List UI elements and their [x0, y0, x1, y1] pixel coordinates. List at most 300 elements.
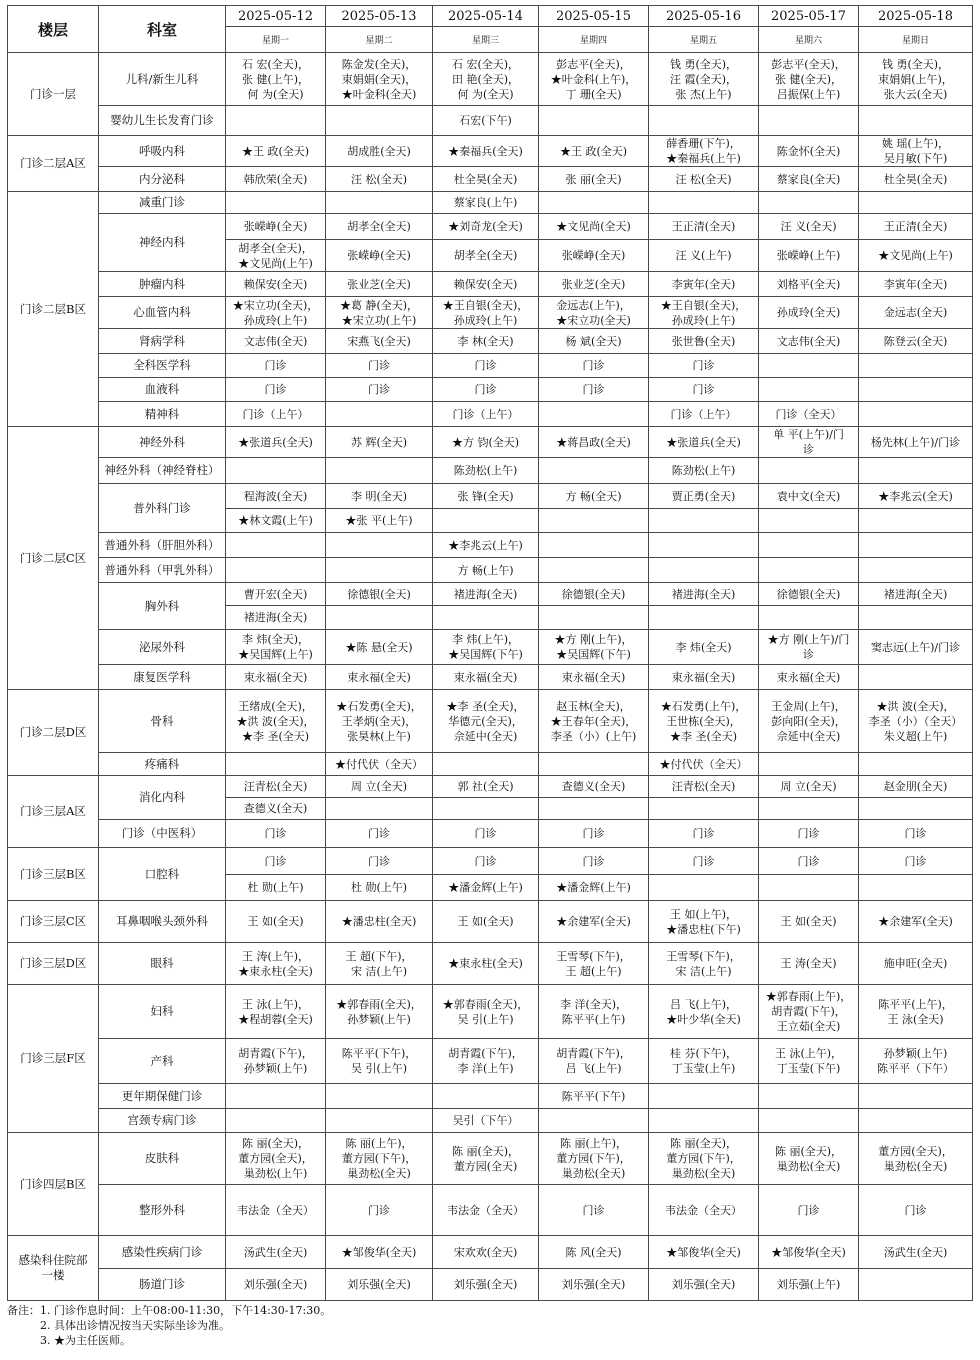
schedule-cell	[326, 484, 433, 509]
schedule-entry: 门诊	[582, 359, 605, 372]
schedule-cell	[759, 1185, 859, 1236]
schedule-row	[8, 776, 973, 798]
department-label: 泌尿外科	[99, 630, 226, 665]
department-label: 精神科	[99, 402, 226, 427]
schedule-entry: 褚进海(全天)	[453, 587, 518, 601]
schedule-entry: 张 健(上午)，	[241, 72, 310, 86]
schedule-cell	[433, 606, 539, 630]
schedule-entry: 束永福(全天)	[347, 670, 411, 684]
schedule-cell	[539, 1133, 649, 1185]
schedule-entry: 李寅年(全天)	[671, 277, 736, 291]
schedule-cell	[539, 583, 649, 606]
weekday-header: 星期一	[226, 27, 326, 53]
schedule-cell	[433, 533, 539, 558]
schedule-entry: 徐德银(全天)	[776, 587, 841, 601]
schedule-entry: 李 林(全天)	[457, 334, 514, 348]
schedule-entry: 李 炜(全天)	[675, 640, 732, 654]
schedule-entry: 张嵘峥(全天)	[347, 249, 411, 262]
schedule-entry: 孙梦颖(上午)	[347, 1012, 411, 1026]
schedule-entry: 周 立(全天)	[780, 780, 837, 793]
schedule-entry: 门诊	[904, 854, 927, 868]
schedule-cell	[859, 985, 973, 1039]
schedule-row	[8, 427, 973, 458]
floor-name: 门诊二层D区	[19, 725, 87, 739]
schedule-entry: 陈 丽(上午)，	[559, 1137, 628, 1150]
schedule-entry: 门诊（全天）	[775, 407, 842, 421]
schedule-entry: 巢劲松(全天)	[671, 1167, 736, 1180]
schedule-entry: ★李 圣(全天)，	[446, 699, 525, 713]
schedule-entry: 吴引（下午）	[452, 1114, 519, 1127]
schedule-entry: 褚进海(全天)	[671, 587, 736, 601]
schedule-cell	[226, 402, 326, 427]
schedule-entry: 钱 勇(全天)，	[669, 57, 738, 71]
schedule-entry: ★秦福兵(上午)	[666, 152, 741, 165]
schedule-entry: 门诊（上午）	[452, 407, 519, 421]
schedule-cell	[226, 192, 326, 214]
schedule-cell	[326, 558, 433, 583]
schedule-cell	[226, 1039, 326, 1084]
weekday-header: 星期六	[759, 27, 859, 53]
schedule-entry: 孙成玲(全天)	[776, 306, 841, 319]
schedule-cell	[539, 378, 649, 402]
schedule-cell	[539, 1109, 649, 1133]
schedule-cell	[226, 985, 326, 1039]
schedule-cell	[226, 136, 326, 167]
schedule-entry: ★陈 悬(全天)	[345, 640, 413, 654]
schedule-cell	[226, 820, 326, 848]
schedule-cell	[859, 875, 973, 901]
schedule-entry: 诊	[803, 648, 814, 661]
date-row	[8, 6, 973, 27]
schedule-cell	[326, 354, 433, 378]
schedule-cell	[226, 776, 326, 798]
schedule-cell	[649, 402, 759, 427]
schedule-entry: ★宋立功(上午)	[341, 313, 417, 327]
schedule-cell	[539, 136, 649, 167]
schedule-cell	[649, 753, 759, 776]
schedule-cell	[759, 1039, 859, 1084]
schedule-entry: 陈登云(全天)	[883, 334, 948, 348]
schedule-entry: 门诊	[582, 1203, 605, 1217]
schedule-entry: 孙成玲(上午)	[671, 313, 736, 327]
schedule-entry: 刘乐强(全天)	[671, 1278, 736, 1291]
schedule-cell	[539, 354, 649, 378]
schedule-entry: ★宋立功(全天)，	[232, 298, 319, 312]
schedule-entry: ★李兆云(上午)	[448, 538, 523, 552]
floor-label	[8, 192, 99, 427]
schedule-row	[8, 272, 973, 297]
department-label: 呼吸内科	[99, 136, 226, 167]
schedule-cell	[226, 630, 326, 665]
schedule-entry: 胡青霞(下午)，	[448, 1047, 523, 1060]
schedule-cell	[226, 943, 326, 985]
schedule-cell	[539, 240, 649, 272]
schedule-cell	[326, 1269, 433, 1301]
schedule-entry: 门诊	[368, 1203, 390, 1217]
note-item: 3. ★为主任医师。	[40, 1334, 131, 1347]
schedule-entry: ★吴国辉(下午)	[556, 648, 631, 661]
floor-name: 门诊四层B区	[20, 1176, 86, 1191]
schedule-entry: 汪青松(全天)	[671, 780, 736, 793]
schedule-entry: 门诊	[264, 854, 287, 868]
schedule-cell	[326, 798, 433, 820]
schedule-cell	[759, 214, 859, 240]
schedule-cell	[649, 1039, 759, 1084]
schedule-cell	[226, 1133, 326, 1185]
schedule-entry: 门诊	[264, 827, 287, 840]
schedule-cell	[539, 875, 649, 901]
schedule-row	[8, 533, 973, 558]
schedule-entry: 贾正勇(全天)	[671, 489, 736, 503]
schedule-cell	[649, 558, 759, 583]
schedule-cell	[649, 848, 759, 875]
schedule-entry: 王 超(下午)，	[345, 949, 413, 963]
schedule-entry: 施申旺(全天)	[883, 957, 948, 970]
schedule-cell	[649, 665, 759, 690]
schedule-entry: 徐德银(全天)	[561, 587, 626, 601]
schedule-cell	[649, 901, 759, 943]
schedule-row	[8, 354, 973, 378]
schedule-entry: 门诊	[368, 359, 390, 372]
schedule-cell	[649, 985, 759, 1039]
schedule-cell	[539, 297, 649, 329]
date-header: 2025-05-18	[859, 6, 973, 27]
schedule-cell	[759, 776, 859, 798]
schedule-entry: 石 宏(全天)，	[451, 57, 520, 71]
schedule-row	[8, 1133, 973, 1185]
schedule-cell	[539, 402, 649, 427]
department-label: 更年期保健门诊	[99, 1084, 226, 1109]
schedule-cell	[326, 533, 433, 558]
schedule-entry: 宋 洁(上午)	[675, 964, 732, 978]
schedule-cell	[326, 192, 433, 214]
schedule-entry: 彭志平(全天)，	[556, 57, 631, 71]
date-header: 2025-05-12	[226, 6, 326, 27]
schedule-cell	[759, 820, 859, 848]
schedule-cell	[226, 214, 326, 240]
schedule-cell	[759, 558, 859, 583]
schedule-entry: 束永福(全天)	[776, 670, 841, 684]
schedule-cell	[759, 167, 859, 192]
schedule-entry: 杜 勋(上午)	[247, 881, 304, 894]
schedule-entry: 王 如(全天)	[457, 915, 514, 928]
floor-name: 感染科住院部一楼	[18, 1253, 88, 1282]
schedule-entry: 丁玉莹(下午)	[776, 1062, 841, 1075]
schedule-entry: 门诊	[797, 854, 820, 868]
schedule-cell	[859, 690, 973, 753]
schedule-cell	[539, 606, 649, 630]
schedule-cell	[326, 167, 433, 192]
schedule-entry: 陈金怀(全天)	[776, 144, 841, 158]
schedule-entry: 王正清(全天)	[671, 220, 736, 233]
schedule-cell	[326, 820, 433, 848]
schedule-entry: 杨 斌(全天)	[565, 334, 622, 348]
schedule-entry: 汪青松(全天)	[243, 780, 308, 793]
schedule-entry: 胡青霞(下午)，	[238, 1047, 313, 1060]
schedule-cell	[226, 665, 326, 690]
department-label: 整形外科	[99, 1185, 226, 1236]
department-label: 肿瘤内科	[99, 272, 226, 297]
schedule-cell	[226, 106, 326, 136]
schedule-entry: 巢劲松(全天)	[561, 1167, 626, 1180]
schedule-entry: 巢劲松(上午)	[243, 1167, 308, 1180]
schedule-cell	[539, 458, 649, 484]
schedule-entry: 巢劲松(全天)	[883, 1159, 948, 1173]
schedule-cell	[649, 378, 759, 402]
schedule-cell	[859, 484, 973, 509]
floor-name: 门诊二层B区	[20, 301, 86, 316]
schedule-entry: ★王自银(全天)，	[660, 298, 747, 312]
schedule-cell	[326, 1185, 433, 1236]
schedule-cell	[326, 272, 433, 297]
department-label: 普通外科（甲乳外科）	[99, 558, 226, 583]
schedule-entry: 陈平平(下午)，	[341, 1047, 417, 1060]
schedule-entry: ★李 圣(全天)	[669, 729, 738, 743]
weekday-header: 星期日	[859, 27, 973, 53]
floor-label	[8, 1236, 99, 1301]
schedule-cell	[433, 690, 539, 753]
schedule-cell	[539, 427, 649, 458]
schedule-entry: 单 平(上午)/门	[773, 428, 844, 441]
schedule-cell	[649, 606, 759, 630]
schedule-cell	[226, 167, 326, 192]
schedule-entry: 门诊	[264, 359, 287, 372]
schedule-entry: 王 如(全天)	[780, 915, 837, 928]
schedule-cell	[226, 1185, 326, 1236]
schedule-entry: ★方 刚(上午)，	[554, 633, 633, 646]
schedule-entry: 门诊	[692, 827, 715, 840]
schedule-entry: 门诊	[368, 854, 390, 868]
schedule-entry: 束永福(全天)	[671, 670, 736, 684]
schedule-cell	[433, 776, 539, 798]
schedule-cell	[859, 192, 973, 214]
schedule-cell	[759, 606, 859, 630]
schedule-entry: 门诊	[904, 827, 927, 840]
schedule-entry: 束永福(全天)	[561, 670, 626, 684]
schedule-cell	[759, 192, 859, 214]
schedule-cell	[433, 848, 539, 875]
schedule-cell	[539, 509, 649, 533]
schedule-cell	[539, 1185, 649, 1236]
schedule-cell	[539, 214, 649, 240]
schedule-entry: 王 如(上午)，	[669, 907, 738, 921]
schedule-entry: 王孝炳(全天)，	[341, 714, 417, 728]
schedule-cell	[539, 985, 649, 1039]
schedule-cell	[433, 1039, 539, 1084]
schedule-entry: ★张道兵(全天)	[666, 435, 741, 449]
schedule-entry: ★潘忠柱(全天)	[341, 915, 417, 928]
schedule-cell	[759, 484, 859, 509]
schedule-entry: 宋欢欢(全天)	[453, 1245, 518, 1259]
schedule-entry: 宋燕飞(全天)	[347, 334, 411, 348]
schedule-entry: ★刘奇龙(全天)	[448, 220, 523, 233]
schedule-cell	[226, 901, 326, 943]
schedule-cell	[433, 53, 539, 106]
schedule-entry: 王立茹(全天)	[776, 1020, 841, 1033]
schedule-cell	[759, 1084, 859, 1109]
schedule-entry: 文志伟(全天)	[243, 334, 308, 348]
weekday-header: 星期五	[649, 27, 759, 53]
schedule-entry: 董方园(全天)	[453, 1159, 518, 1173]
schedule-entry: 刘乐强(上午)	[776, 1278, 841, 1291]
schedule-cell	[226, 1236, 326, 1269]
schedule-entry: 丁 珊(全天)	[565, 87, 622, 101]
schedule-entry: 门诊	[692, 383, 715, 396]
schedule-cell	[649, 943, 759, 985]
schedule-entry: 门诊	[264, 383, 287, 396]
schedule-cell	[759, 458, 859, 484]
schedule-entry: ★方 刚(上午)/门	[767, 633, 850, 646]
schedule-entry: 胡孝全(全天)	[453, 249, 518, 262]
department-label: 血液科	[99, 378, 226, 402]
schedule-entry: 陈 丽(全天)，	[774, 1144, 843, 1158]
schedule-row	[8, 402, 973, 427]
schedule-cell	[759, 509, 859, 533]
schedule-cell	[649, 272, 759, 297]
schedule-cell	[326, 1039, 433, 1084]
schedule-cell	[226, 533, 326, 558]
schedule-entry: 王 涛(上午)，	[241, 949, 310, 963]
schedule-cell	[859, 354, 973, 378]
schedule-cell	[226, 354, 326, 378]
schedule-entry: 张 健(全天)，	[774, 72, 843, 86]
department-label: 全科医学科	[99, 354, 226, 378]
schedule-cell	[759, 875, 859, 901]
schedule-cell	[539, 630, 649, 665]
schedule-entry: 苏 辉(全天)	[350, 435, 408, 449]
schedule-entry: 王雪琴(下午)，	[556, 949, 631, 963]
schedule-cell	[649, 798, 759, 820]
schedule-entry: 程海波(全天)	[243, 489, 308, 503]
floor-name: 门诊三层F区	[20, 1051, 86, 1065]
schedule-row	[8, 378, 973, 402]
floor-name: 门诊一层	[30, 86, 76, 101]
schedule-cell	[226, 1084, 326, 1109]
schedule-cell	[859, 378, 973, 402]
schedule-entry: 张嵘峥(全天)	[561, 249, 626, 262]
weekday-header: 星期二	[326, 27, 433, 53]
schedule-cell	[649, 630, 759, 665]
schedule-cell	[859, 630, 973, 665]
schedule-cell	[539, 533, 649, 558]
schedule-cell	[859, 820, 973, 848]
department-label: 妇科	[99, 985, 226, 1039]
floor-name: 门诊二层A区	[20, 156, 86, 170]
schedule-entry: ★郭春雨(上午)，	[765, 990, 852, 1003]
schedule-cell	[859, 240, 973, 272]
schedule-entry: 陈劲松(上午)	[671, 464, 736, 477]
schedule-entry: 姚 瑶(上午)，	[881, 137, 950, 150]
schedule-cell	[539, 753, 649, 776]
schedule-entry: 孙梦颖(上午)	[243, 1062, 308, 1075]
schedule-cell	[433, 272, 539, 297]
schedule-table	[7, 5, 973, 1301]
schedule-entry: 巢劲松(全天)	[347, 1167, 411, 1180]
schedule-cell	[759, 533, 859, 558]
schedule-cell	[859, 106, 973, 136]
schedule-cell	[759, 427, 859, 458]
schedule-entry: 张嵘峥(上午)	[776, 249, 841, 262]
schedule-cell	[649, 136, 759, 167]
schedule-entry: 陈金发(全天)，	[341, 57, 417, 71]
schedule-cell	[859, 1269, 973, 1301]
schedule-entry: 陈平平(下午)	[561, 1089, 626, 1103]
schedule-cell	[433, 297, 539, 329]
schedule-entry: 束娟娟(上午)，	[878, 72, 953, 86]
schedule-cell	[433, 1109, 539, 1133]
floor-label	[8, 848, 99, 901]
schedule-cell	[326, 458, 433, 484]
schedule-row	[8, 985, 973, 1039]
schedule-cell	[649, 820, 759, 848]
schedule-cell	[859, 1109, 973, 1133]
schedule-entry: 汤武生(全天)	[243, 1245, 308, 1259]
schedule-cell	[759, 378, 859, 402]
schedule-cell	[226, 297, 326, 329]
schedule-entry: 李 炜(上午)，	[451, 633, 520, 646]
schedule-cell	[539, 329, 649, 354]
schedule-cell	[859, 136, 973, 167]
schedule-entry: 金远志(上午)，	[556, 298, 631, 312]
department-label: 减重门诊	[99, 192, 226, 214]
schedule-entry: 郭 社(全天)	[457, 780, 514, 793]
schedule-cell	[226, 329, 326, 354]
schedule-entry: 张业芝(全天)	[561, 277, 626, 291]
date-header: 2025-05-15	[539, 6, 649, 27]
schedule-entry: 韦法金（全天）	[665, 1203, 742, 1217]
schedule-entry: 赵玉林(全天)，	[556, 699, 631, 713]
schedule-entry: ★林文霞(上午)	[238, 514, 313, 527]
schedule-cell	[226, 875, 326, 901]
schedule-entry: 周 立(全天)	[350, 780, 408, 793]
schedule-entry: 吴月敏(下午)	[883, 152, 948, 165]
schedule-entry: ★李兆云(全天)	[878, 489, 953, 503]
schedule-entry: ★付代伏（全天）	[335, 757, 423, 771]
schedule-body	[8, 53, 973, 1301]
schedule-entry: 门诊	[582, 827, 605, 840]
schedule-entry: 张 丽(全天)	[565, 172, 622, 186]
department-label: 门诊（中医科）	[99, 820, 226, 848]
schedule-cell	[649, 1236, 759, 1269]
department-label: 胸外科	[99, 583, 226, 630]
schedule-cell	[859, 583, 973, 606]
schedule-entry: 查德义(全天)	[561, 780, 626, 793]
schedule-cell	[433, 167, 539, 192]
schedule-cell	[326, 509, 433, 533]
schedule-cell	[859, 53, 973, 106]
schedule-cell	[226, 240, 326, 272]
schedule-cell	[326, 753, 433, 776]
schedule-cell	[859, 798, 973, 820]
schedule-row	[8, 106, 973, 136]
schedule-cell	[539, 167, 649, 192]
schedule-entry: 胡青霞(下午)，	[556, 1047, 631, 1060]
schedule-cell	[759, 848, 859, 875]
schedule-entry: 董方园(全天)，	[238, 1152, 313, 1165]
schedule-cell	[759, 136, 859, 167]
schedule-entry: 李 炜(全天)，	[241, 633, 310, 646]
schedule-entry: 汪 义(上午)	[675, 249, 732, 262]
schedule-cell	[859, 458, 973, 484]
schedule-cell	[433, 192, 539, 214]
schedule-row	[8, 297, 973, 329]
schedule-entry: 陈 丽(全天)，	[241, 1137, 310, 1150]
schedule-entry: ★程胡蓉(全天)	[238, 1012, 313, 1026]
schedule-cell	[226, 378, 326, 402]
schedule-entry: 石宏(下午)	[459, 114, 512, 127]
schedule-entry: 汪 义(全天)	[780, 220, 837, 233]
floor-label	[8, 901, 99, 943]
